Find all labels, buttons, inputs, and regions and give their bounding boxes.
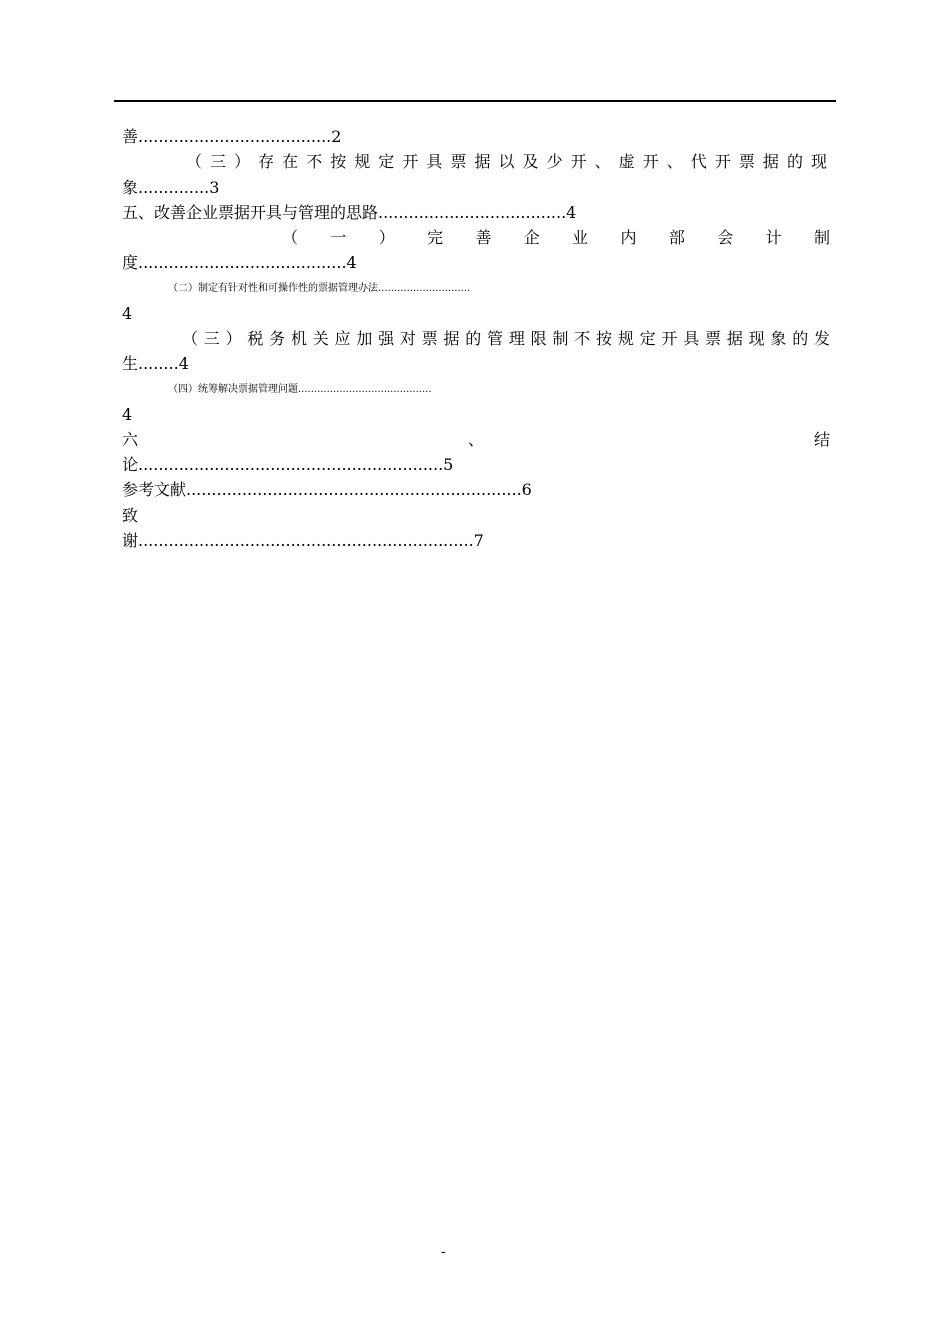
- toc-line: （四）统筹解决票据管理问题..........................................: [168, 384, 432, 395]
- page-footer-marker: -: [441, 1244, 446, 1260]
- toc-line: 4: [122, 405, 133, 424]
- toc-line: 参考文献..................................................................6: [122, 480, 532, 499]
- toc-line: 生........4: [122, 354, 189, 373]
- toc-line: 论............................................................5: [122, 455, 454, 474]
- toc-line: （三）税务机关应加强对票据的管理限制不按规定开具票据现象的发: [182, 329, 830, 348]
- toc-line: 度.........................................4: [122, 253, 357, 272]
- toc-line: 六、结: [122, 430, 830, 449]
- toc-line: （二）制定有针对性和可操作性的票据管理办法.............................: [168, 283, 471, 294]
- toc-line: （三）存在不按规定开具票据以及少开、虚开、代开票据的现: [186, 152, 830, 171]
- toc-line: 致: [122, 506, 139, 525]
- toc-line: （一）完善企业内部会计制: [282, 228, 830, 247]
- toc-line: 4: [122, 304, 133, 323]
- toc-line: 谢..................................................................7: [122, 531, 484, 550]
- toc-line: 善......................................2: [122, 127, 342, 146]
- header-rule: [114, 100, 836, 102]
- toc-line: 五、改善企业票据开具与管理的思路.....................................4: [122, 203, 577, 222]
- toc-line: 象..............3: [122, 178, 220, 197]
